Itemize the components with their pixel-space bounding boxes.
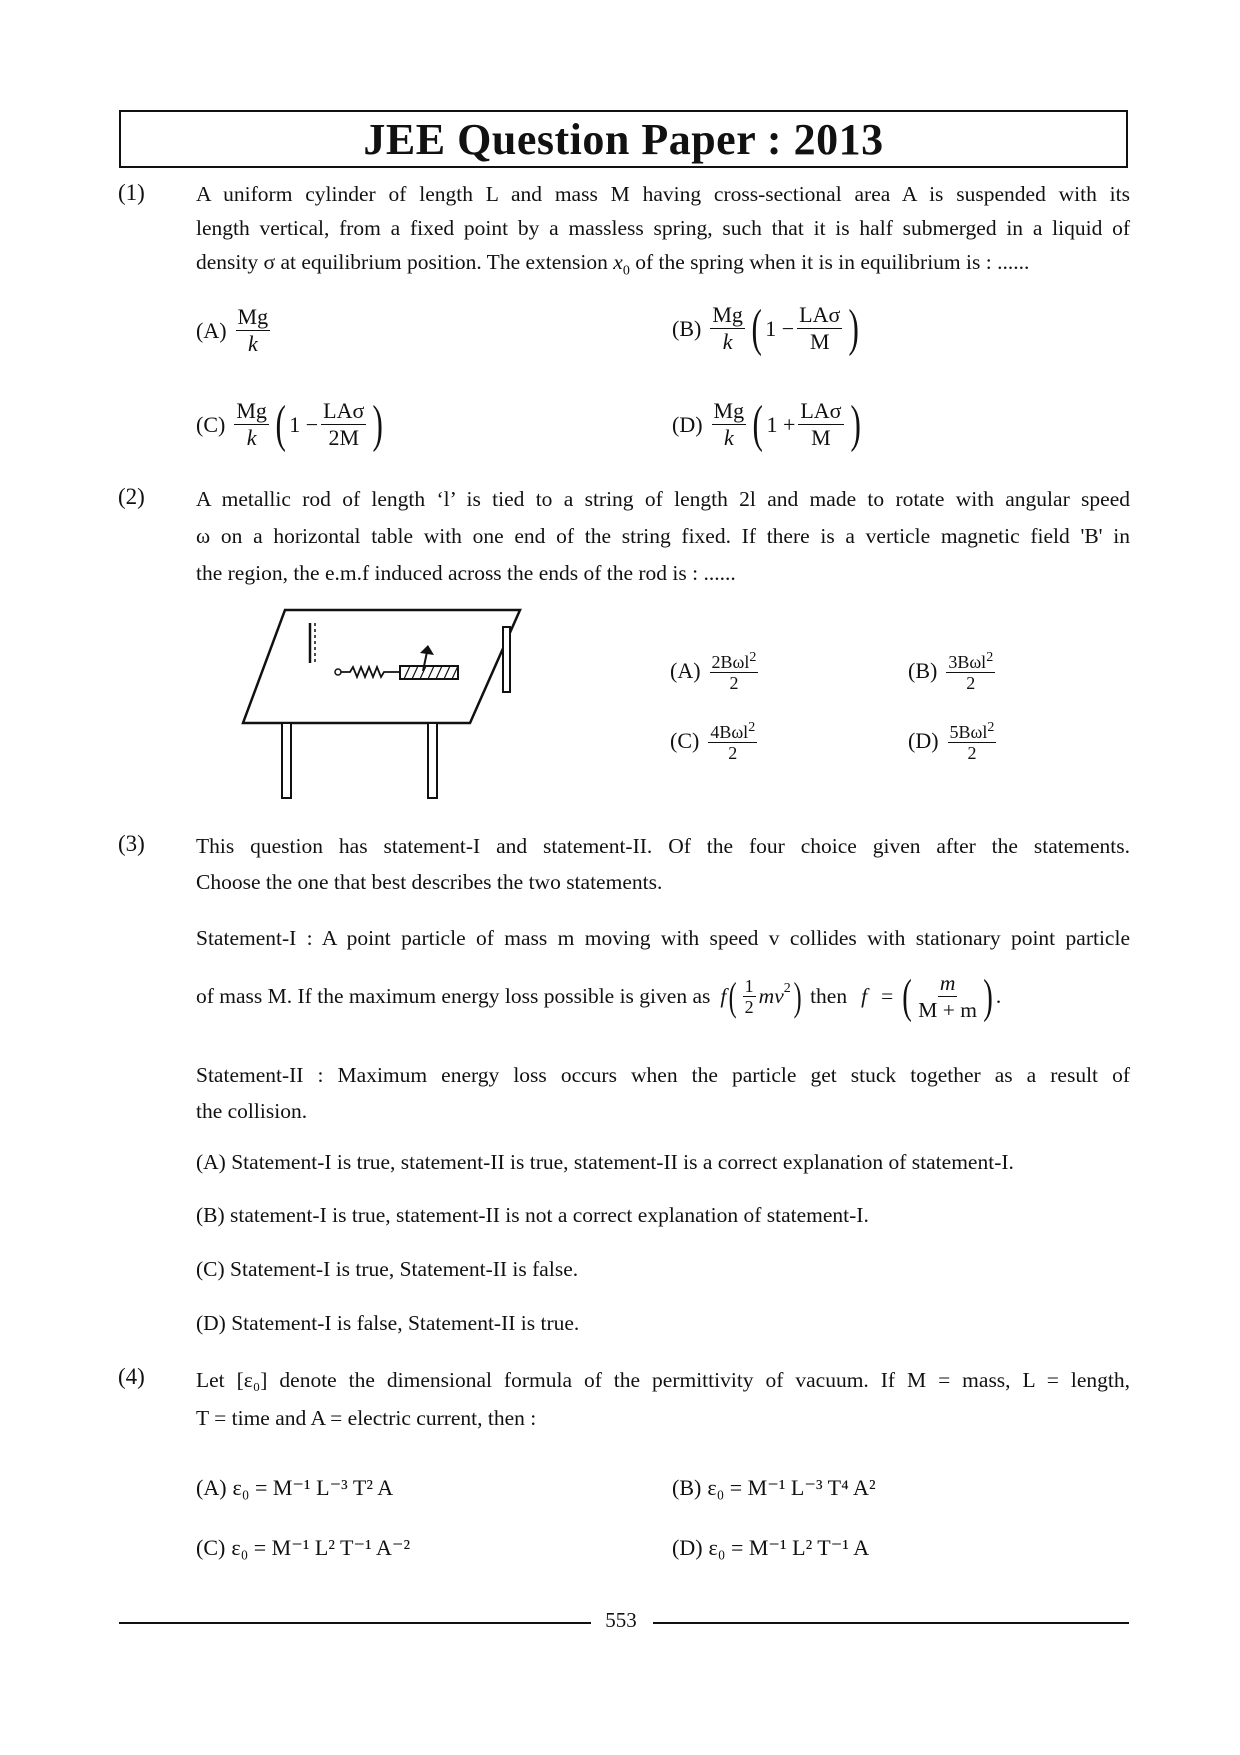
- question-number-1: (1): [118, 180, 145, 205]
- q4-option-d[interactable]: (D) ε₀ = M⁻¹ L² T⁻¹ A: [672, 1535, 870, 1560]
- q1-option-b[interactable]: (B) $\frac{Mg}{k}$ ( 1 − $\frac{\text{LAσ}}{M}$ ): [672, 299, 860, 357]
- statement-1-line-1: Statement-I : A point particle of mass m moving with speed v collides with stationary point particle: [196, 926, 1130, 950]
- q3-line-1: This question has statement-I and statement-II. Of the four choice given after the statements.: [196, 834, 1130, 858]
- question-number-4: (4): [118, 1364, 145, 1389]
- q2-line-2: ω on a horizontal table with one end of the string fixed. If there is a verticle magnetic field 'B' in: [196, 524, 1130, 548]
- question-4-text: [196, 1361, 1130, 1437]
- q3-option-b[interactable]: (B) statement-I is true, statement-II is not a correct explanation of statement-I.: [196, 1203, 869, 1227]
- q1-option-a[interactable]: (A) $\frac{Mg}{k}$: [196, 304, 269, 356]
- q4-option-c[interactable]: (C) ε₀ = M⁻¹ L² T⁻¹ A⁻²: [196, 1535, 411, 1560]
- q1-line-1: A uniform cylinder of length L and mass M having cross-sectional area A is suspended with its: [196, 182, 1130, 206]
- rotating-rod-table-diagram: [240, 605, 525, 800]
- question-3-text: [196, 828, 1130, 900]
- page-title: JEE Question Paper : 2013: [363, 115, 884, 164]
- q2-option-b[interactable]: (B) $\frac{3B\omega l^2}{2}$: [908, 650, 994, 693]
- title-box: [119, 110, 1128, 168]
- question-number-3: (3): [118, 831, 145, 856]
- footer-rule-right: [653, 1622, 1129, 1624]
- q1-line-3: density σ at equilibrium position. The extension $x_0$ of the spring when it is in equilibrium is : ......: [196, 250, 1030, 279]
- q2-line-3: the region, the e.m.f induced across the ends of the rod is : ......: [196, 561, 736, 585]
- string-pivot: [335, 669, 341, 675]
- page-number: 553: [605, 1608, 637, 1632]
- q2-option-c[interactable]: (C) $\frac{4B\omega l^2}{2}$: [670, 720, 756, 763]
- q3-option-d[interactable]: (D) Statement-I is false, Statement-II is true.: [196, 1311, 580, 1335]
- q1-option-c[interactable]: (C) $\frac{Mg}{k}$ ( 1 − $\frac{\text{LAσ}}{2M}$ ): [196, 395, 384, 453]
- table-leg-back-right: [503, 627, 510, 692]
- statement-2-line-2: the collision.: [196, 1099, 308, 1123]
- footer-rule-left: [119, 1622, 591, 1624]
- q2-option-a[interactable]: (A) $\frac{2B\omega l^2}{2}$: [670, 650, 757, 693]
- question-2-text: [196, 481, 1130, 592]
- table-top: [243, 610, 520, 723]
- table-leg-front-right: [428, 723, 437, 798]
- q2-option-d[interactable]: (D) $\frac{5B\omega l^2}{2}$: [908, 720, 995, 763]
- q4-line-2: T = time and A = electric current, then :: [196, 1406, 537, 1430]
- q3-option-a[interactable]: (A) Statement-I is true, statement-II is true, statement-II is a correct explanation of statement-I.: [196, 1150, 1014, 1174]
- statement-2-line-1: Statement-II : Maximum energy loss occurs when the particle get stuck together as a result of: [196, 1063, 1130, 1087]
- statement-2: [196, 1057, 1130, 1129]
- q4-option-a[interactable]: (A) ε₀ = M⁻¹ L⁻³ T² A: [196, 1475, 394, 1500]
- question-number-2: (2): [118, 484, 145, 509]
- statement-1-line-2: of mass M. If the maximum energy loss possible is given as f ( $\frac{1}{2}$ mv $^2$ ) then f = ( $\frac{m}{M + m}$ ) .: [196, 969, 1002, 1023]
- q3-line-2: Choose the one that best describes the two statements.: [196, 870, 663, 894]
- table-leg-front-left: [282, 723, 291, 798]
- q4-line-1: Let [ε₀] denote the dimensional formula of the permittivity of vacuum. If M = mass, L = length,: [196, 1368, 1130, 1392]
- q3-option-c[interactable]: (C) Statement-I is true, Statement-II is false.: [196, 1257, 579, 1281]
- q1-line-2: length vertical, from a fixed point by a massless spring, such that it is half submerged in a liquid of: [196, 216, 1130, 240]
- q2-line-1: A metallic rod of length ‘l’ is tied to a string of length 2l and made to rotate with angular speed: [196, 487, 1130, 511]
- question-1-text: [196, 177, 1130, 288]
- q4-option-b[interactable]: (B) ε₀ = M⁻¹ L⁻³ T⁴ A²: [672, 1475, 876, 1500]
- q1-option-d[interactable]: (D) $\frac{Mg}{k}$ ( 1 + $\frac{\text{LAσ}}{M}$ ): [672, 395, 861, 453]
